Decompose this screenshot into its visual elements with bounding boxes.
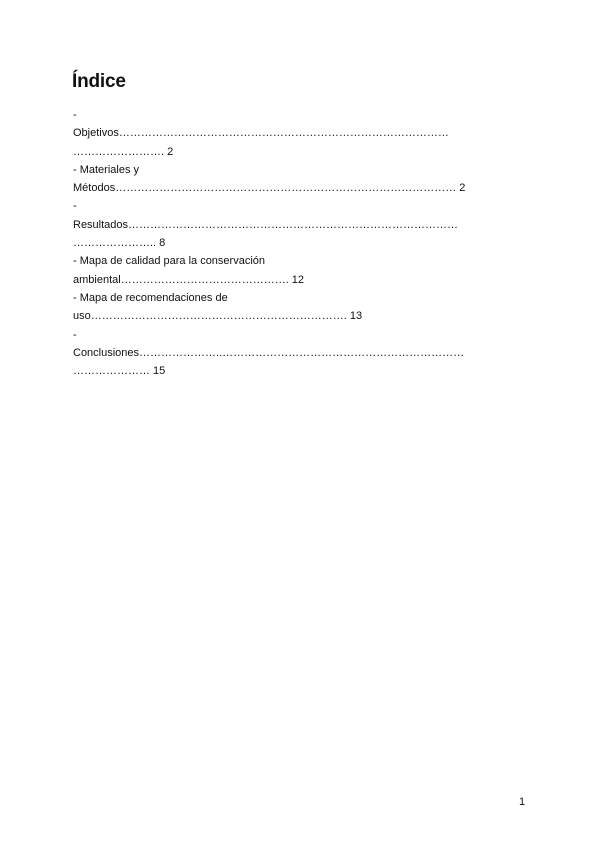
toc-line-13: - xyxy=(73,328,77,341)
toc-line-resultados-page: ………………….. 8 xyxy=(73,237,166,250)
toc-line-resultados: Resultados……………………………………………………………………………… xyxy=(73,218,459,231)
toc-line-1: - xyxy=(73,109,77,121)
page-number: 1 xyxy=(519,796,526,808)
toc-line-6: - xyxy=(73,200,77,213)
toc-line-materiales: - Materiales y xyxy=(73,163,140,176)
toc-line-mapa-recomendaciones: - Mapa de recomendaciones de xyxy=(73,291,228,304)
toc-line-ambiental: ambiental………………………………………. 12 xyxy=(73,273,305,286)
toc-line-objetivos: Objetivos……………………………………………………………………………… xyxy=(73,127,449,140)
toc-line-mapa-calidad: - Mapa de calidad para la conservación xyxy=(73,255,266,268)
table-of-contents xyxy=(73,106,533,380)
toc-line-conclusiones-page: ………………… 15 xyxy=(73,365,166,378)
toc-line-conclusiones: Conclusiones…………………..………………………………………………………… xyxy=(73,346,465,359)
toc-line-uso: uso……………………………………………………………. 13 xyxy=(73,310,363,323)
index-title: Índice xyxy=(72,71,126,92)
toc-line-objetivos-page: ……………………. 2 xyxy=(73,145,174,158)
toc-line-metodos: Métodos………………………………………………………………………………… 2 xyxy=(73,182,466,195)
